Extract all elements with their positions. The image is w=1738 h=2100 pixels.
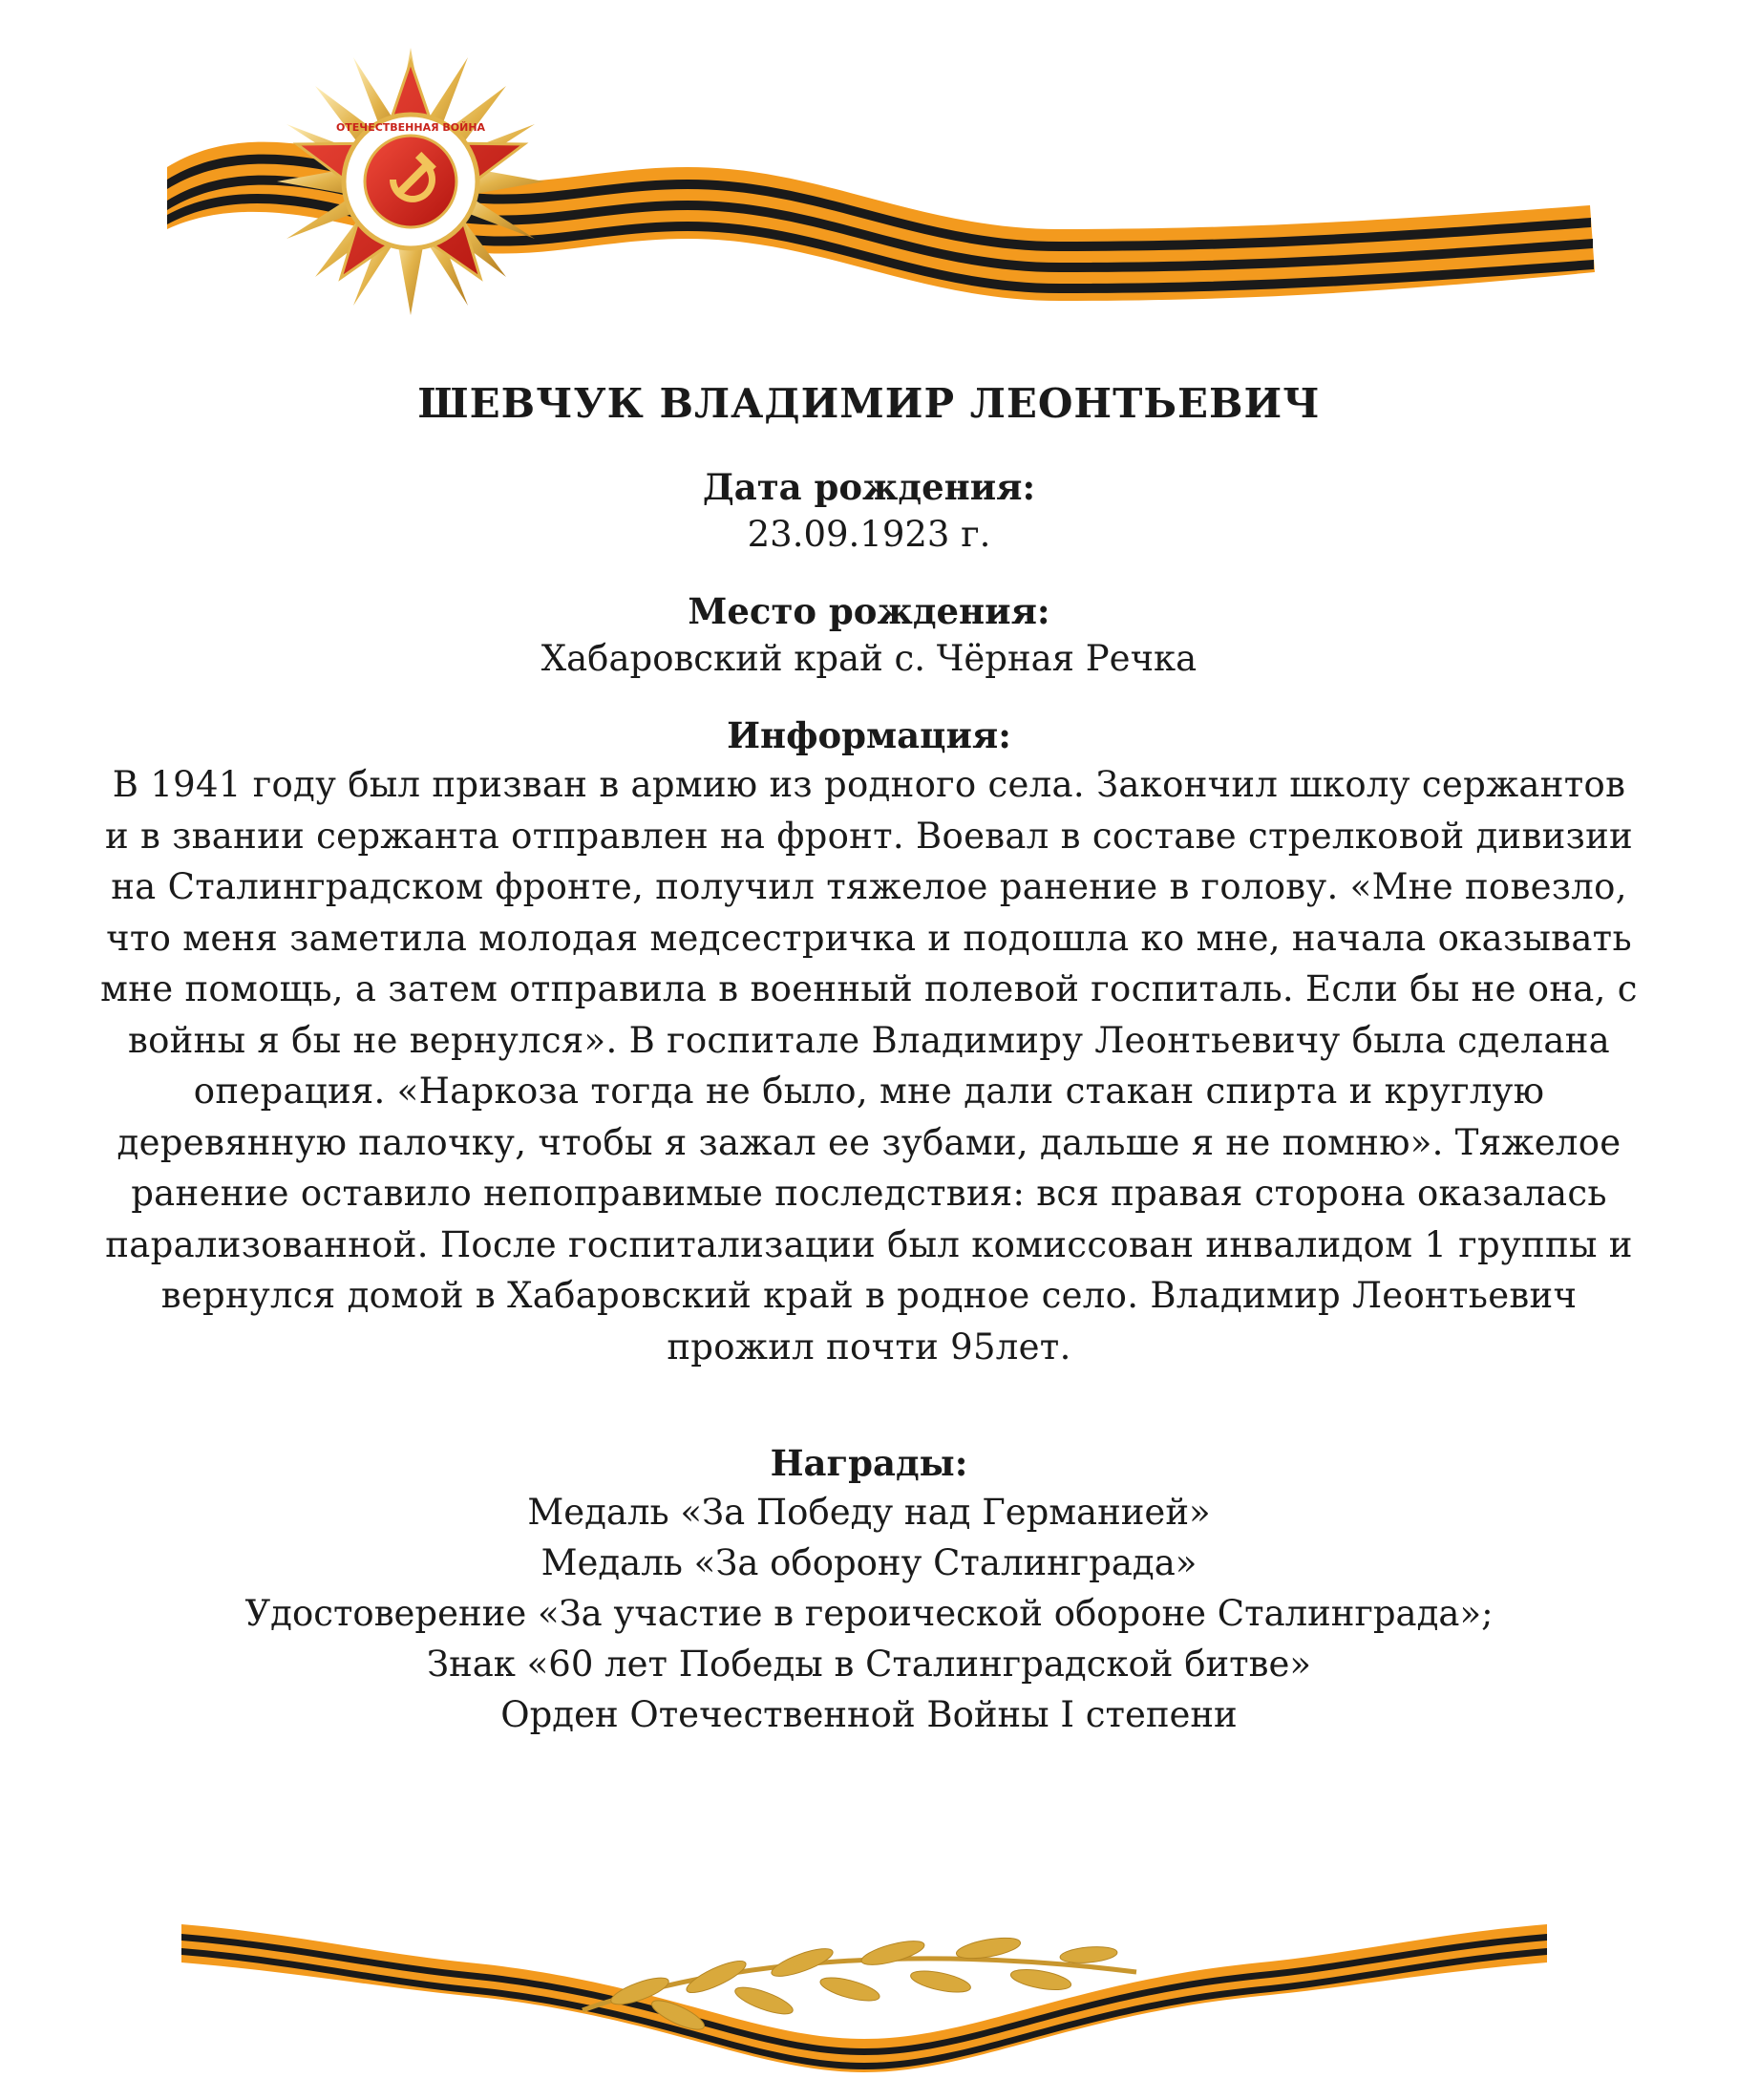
awards-label: Награды:	[770, 1442, 968, 1484]
order-of-patriotic-war-icon	[277, 48, 544, 315]
birth-date-label: Дата рождения:	[702, 466, 1036, 508]
birth-place-section	[95, 587, 1643, 683]
info-label: Информация:	[727, 714, 1011, 756]
emblem-inscription: ОТЕЧЕСТВЕННАЯ ВОЙНА	[335, 121, 486, 134]
birth-place-value: Хабаровский край с. Чёрная Речка	[540, 638, 1198, 679]
award-item: Знак «60 лет Победы в Сталинградской битве»	[427, 1644, 1311, 1685]
footer-decoration	[181, 1905, 1547, 2077]
document-body	[95, 377, 1643, 1740]
awards-section	[95, 1439, 1643, 1740]
award-item: Орден Отечественной Войны I степени	[500, 1694, 1238, 1735]
info-section	[95, 711, 1643, 1372]
person-name: ШЕВЧУК ВЛАДИМИР ЛЕОНТЬЕВИЧ	[417, 380, 1321, 427]
birth-date-value: 23.09.1923 г.	[747, 514, 991, 555]
award-item: Удостоверение «За участие в героической обороне Сталинграда»;	[244, 1593, 1494, 1634]
info-text: В 1941 году был призван в армию из родного села. Закончил школу сержантов и в звании сержанта отправлен на фронт. Воевал в составе стрелковой дивизии на Сталинградском фронте, получил тяжелое ранение в голову. «Мне повезло, что меня заметила молодая медсестричка и подошла ко мне, начала оказывать мне помощь, а затем отправила в военный полевой госпиталь. Если бы не она, с войны я бы не вернулся». В госпитале Владимиру Леонтьевичу была сделана операция. «Наркоза тогда не было, мне дали стакан спирта и круглую деревянную палочку, чтобы я зажал ее зубами, дальше я не помню». Тяжелое ранение оставило непоправимые последствия: вся правая сторона оказалась парализованной. После госпитализации был комиссован инвалидом 1 группы и вернулся домой в Хабаровский край в родное село. Владимир Леонтьевич прожил почти 95лет.	[100, 764, 1638, 1368]
award-item: Медаль «За оборону Сталинграда»	[540, 1542, 1198, 1583]
award-item: Медаль «За Победу над Германией»	[527, 1492, 1211, 1533]
birth-date-section	[95, 463, 1643, 559]
header-decoration	[153, 24, 1604, 339]
birth-place-label: Место рождения:	[688, 590, 1050, 632]
